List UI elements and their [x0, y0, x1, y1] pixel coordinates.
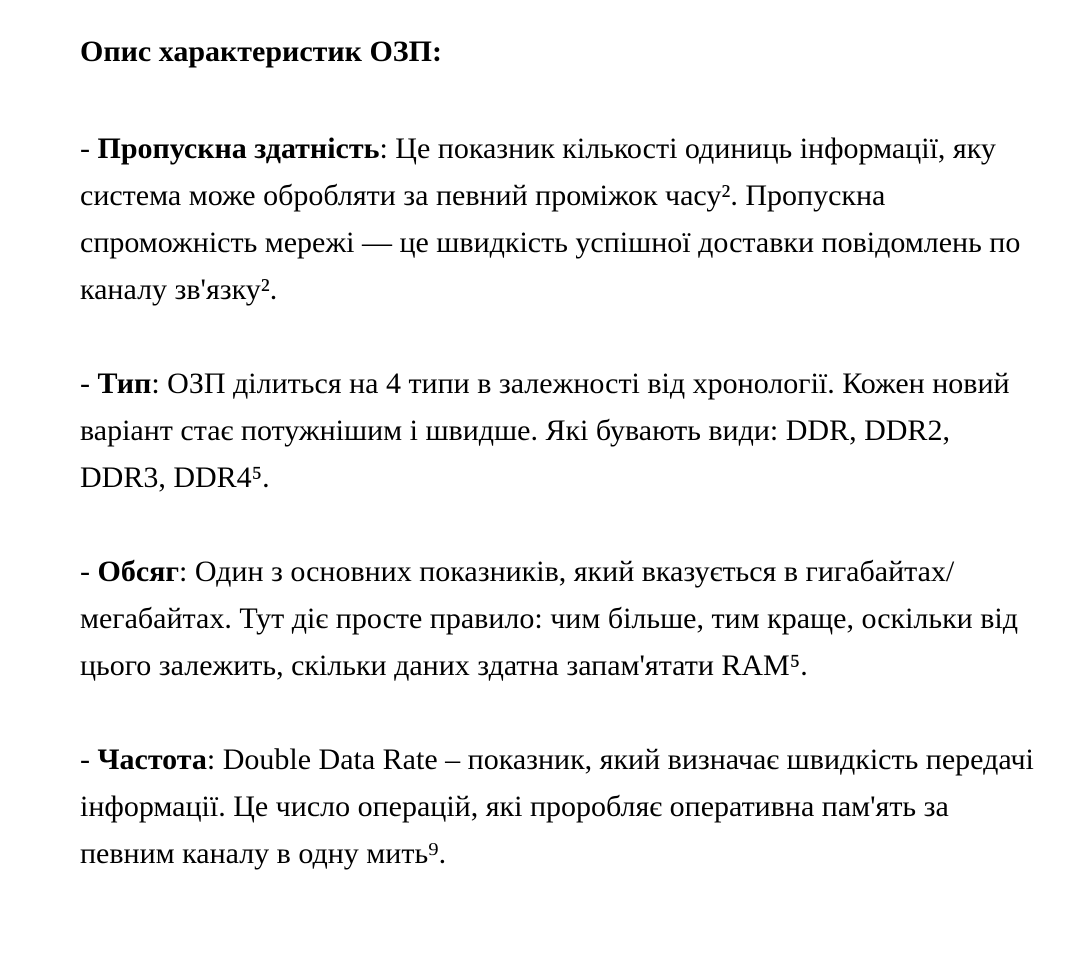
list-dash: -	[80, 555, 98, 588]
description-bandwidth: : Це показник кількості одиниць інформації, яку система може обробляти за певний проміжок часу². Пропускна спроможність мережі — це швидкість успішної доставки повідомлень по каналу зв'язку².	[80, 132, 1021, 306]
description-type: : ОЗП ділиться на 4 типи в залежності від хронології. Кожен новий варіант стає потужнішим і швидше. Які бувають види: DDR, DDR2, DDR3, DDR4⁵.	[80, 367, 1010, 494]
term-frequency: Частота	[97, 743, 207, 776]
document-title: Опис характеристик ОЗП:	[80, 35, 442, 68]
list-dash: -	[80, 743, 98, 776]
description-frequency: : Double Data Rate – показник, який визначає швидкість передачі інформації. Це число операцій, які проробляє оперативна пам'ять за певним каналу в одну мить⁹.	[80, 743, 1034, 870]
list-dash: -	[80, 367, 98, 400]
list-item-capacity	[80, 548, 1040, 689]
list-item-bandwidth	[80, 125, 1040, 313]
description-capacity: : Один з основних показників, який вказується в гигабайтах/мегабайтах. Тут діє просте правило: чим більше, тим краще, оскільки від цього залежить, скільки даних здатна запам'ятати RAM⁵.	[80, 555, 1018, 682]
term-type: Тип	[97, 367, 152, 400]
term-bandwidth: Пропускна здатність	[97, 132, 380, 165]
term-capacity: Обсяг	[97, 555, 180, 588]
list-dash: -	[80, 132, 98, 165]
list-item-type	[80, 360, 1040, 501]
list-item-frequency	[80, 736, 1040, 877]
document-body	[80, 26, 1040, 877]
